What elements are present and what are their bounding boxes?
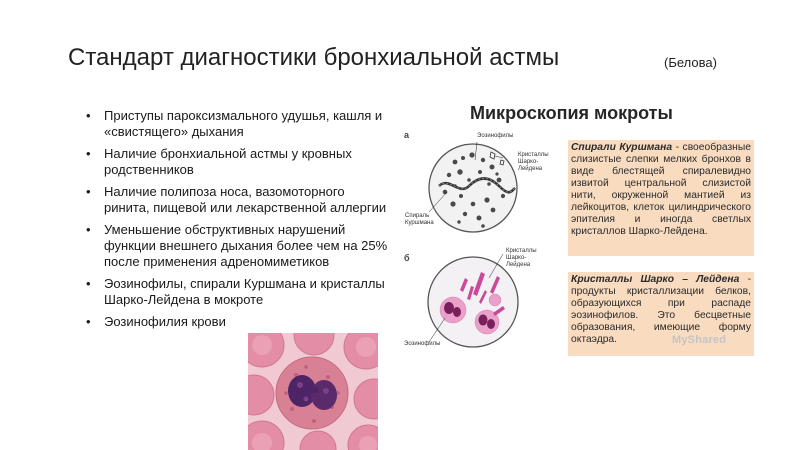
curschmann-description: - своеобразные слизистые слепки мелких бронхов в виде блестящей спиралевидно извитой центральной слизистой нити, окруженной мантией из лейкоцитов, клеток цилиндрического эпителия и иногда светлых кристаллов Шарко-Лейдена. [571,142,751,237]
slide-title: Стандарт диагностики бронхиальной астмы [68,44,560,71]
bullet-marker: • [86,184,91,199]
watermark-logo: MyShared [672,334,727,346]
charcot-leyden-description: - продукты кристаллизации белков, образующихся при распаде эозинофилов. Это бесцветные образования, имеющие форму октаэдра. [571,274,752,345]
bullet-list [86,108,388,336]
curschmann-spirals-box [568,140,754,256]
bullet-item [86,108,388,140]
bullet-marker: • [86,222,91,237]
bullet-text: Эозинофилия крови [104,314,226,329]
eosinophil-blood-smear-photo [248,333,378,450]
bullet-text: Приступы пароксизмального удушья, кашля и «свистящего» дыхания [104,108,383,139]
bullet-marker: • [86,108,91,123]
sputum-microscopy-figure-a [425,130,525,240]
figure-a-label-crystals: Кристаллы Шарко-Лейдена [518,152,549,172]
bullet-text: Наличие бронхиальной астмы у кровных родственников [104,146,352,177]
figure-b-label-crystals: Кристаллы Шарко-Лейдена [506,248,537,268]
bullet-marker: • [86,314,91,329]
bullet-item [86,314,388,330]
microscopy-title: Микроскопия мокроты [470,103,673,123]
figure-a-label-eosinophils: Эозинофилы [477,133,514,139]
curschmann-term: Спирали Куршмана [571,142,673,153]
bullet-marker: • [86,276,91,291]
bullet-text: Уменьшение обструктивных нарушений функции внешнего дыхания более чем на 25% после применения адреномиметиков [104,222,388,269]
figure-a-label-spiral: Спираль Куршмана [405,213,434,226]
figure-a-marker: а [404,130,410,140]
title-author: (Белова) [664,55,717,70]
bullet-text: Наличие полипоза носа, вазомоторного ринита, пищевой или лекарственной аллергии [104,184,387,215]
figure-b-marker: б [404,253,410,263]
bullet-marker: • [86,146,91,161]
bullet-item [86,222,388,270]
bullet-item [86,146,388,178]
figure-b-label-eosinophils: Эозинофилы [404,341,441,347]
bullet-item [86,276,388,308]
bullet-text: Эозинофилы, спирали Куршмана и кристаллы Шарко-Лейдена в мокроте [104,276,385,307]
bullet-item [86,184,388,216]
charcot-leyden-term: Кристаллы Шарко – Лейдена [571,274,740,285]
